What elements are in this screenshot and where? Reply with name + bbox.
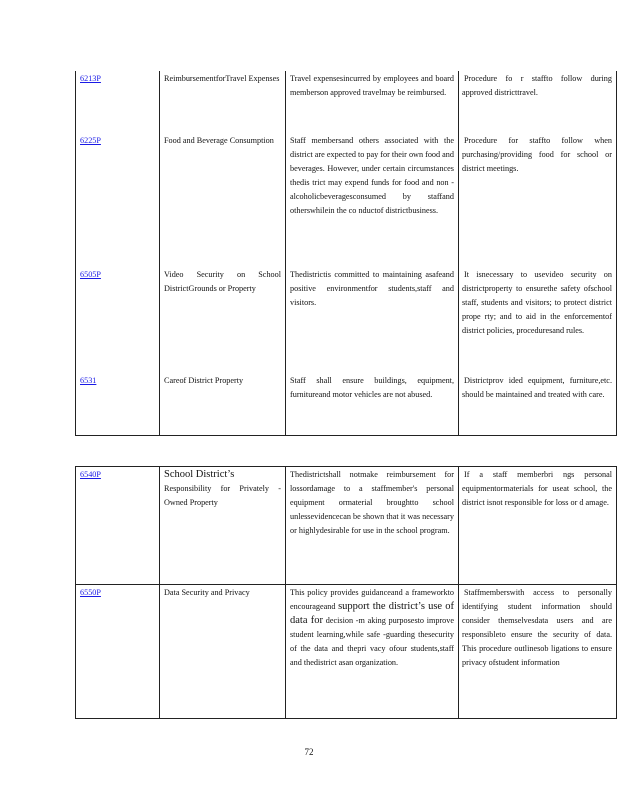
- policy-description: This policy provides guidanceand a frameworkto encourageand support the district’s use of data for decision -m aking purposesto improve student learning,while safe -guarding thesecurity of the data and thepri vacy ofour students,staff and thedistrict asan organization.: [286, 585, 459, 719]
- policy-code-link[interactable]: 6213P: [80, 74, 101, 83]
- policy-description: Travel expensesincurred by employees and board memberson approved travelmay be reimbursed.: [286, 71, 459, 133]
- policy-table-1: [75, 71, 617, 436]
- table-row: [76, 585, 617, 719]
- policy-procedure: Staffmemberswith access to personally identifying student information should consider themselvesdata users and are responsibleto ensure the security of data. This procedure outlinesob ligations to ensure privacy ofstudent information: [459, 585, 617, 719]
- policy-procedure: Districtprov ided equipment, furniture,etc. should be maintained and treated with care.: [459, 373, 617, 435]
- policy-procedure: Procedure for staffto follow when purchasing/providing food for school or district meetings.: [459, 133, 617, 267]
- policy-procedure: Procedure fo r staffto follow during approved districttravel.: [459, 71, 617, 133]
- table-row: [76, 71, 617, 133]
- policy-title: Video Security on School DistrictGrounds or Property: [160, 267, 286, 373]
- table-row: [76, 373, 617, 435]
- policy-procedure: It isnecessary to usevideo security on districtproperty to ensurethe safety ofschool staff, students and visitors; to protect district prope rty; and to aid in the enforcementof district policies, proceduresand rules.: [459, 267, 617, 373]
- policy-title: Data Security and Privacy: [160, 585, 286, 719]
- table-row: [76, 133, 617, 267]
- policy-code-link[interactable]: 6505P: [80, 270, 101, 279]
- policy-title: School District’s Responsibility for Privately -Owned Property: [160, 467, 286, 585]
- policy-title: Food and Beverage Consumption: [160, 133, 286, 267]
- policy-title: Careof District Property: [160, 373, 286, 435]
- policy-code-link[interactable]: 6540P: [80, 470, 101, 479]
- policy-table-2: [75, 466, 617, 719]
- table-row: [76, 467, 617, 585]
- policy-code-link[interactable]: 6531: [80, 376, 97, 385]
- policy-description: Thedistrictis committed to maintaining asafeand positive environmentfor students,staff and visitors.: [286, 267, 459, 373]
- table-row: [76, 267, 617, 373]
- policy-title: ReimbursementforTravel Expenses: [160, 71, 286, 133]
- policy-procedure: If a staff memberbri ngs personal equipmentormaterials for useat school, the district isnot responsible for loss or d amage.: [459, 467, 617, 585]
- policy-description: Staff shall ensure buildings, equipment, furnitureand motor vehicles are not abused.: [286, 373, 459, 435]
- policy-code-link[interactable]: 6225P: [80, 136, 101, 145]
- policy-description: Thedistrictshall notmake reimbursement for lossordamage to a staffmember's personal equipment ormaterial broughtto school unlessevidencecan be shown that it was necessary or highlydesirable for use in the school program.: [286, 467, 459, 585]
- page-number: 72: [304, 747, 314, 757]
- policy-code-link[interactable]: 6550P: [80, 588, 101, 597]
- policy-description: Staff membersand others associated with the district are expected to pay for their own food and beverages. However, under certain circumstances thedis trict may expend funds for food and non -alcoholicbeveragesconsumed by staffand otherswhilein the co nductof districtbusiness.: [286, 133, 459, 267]
